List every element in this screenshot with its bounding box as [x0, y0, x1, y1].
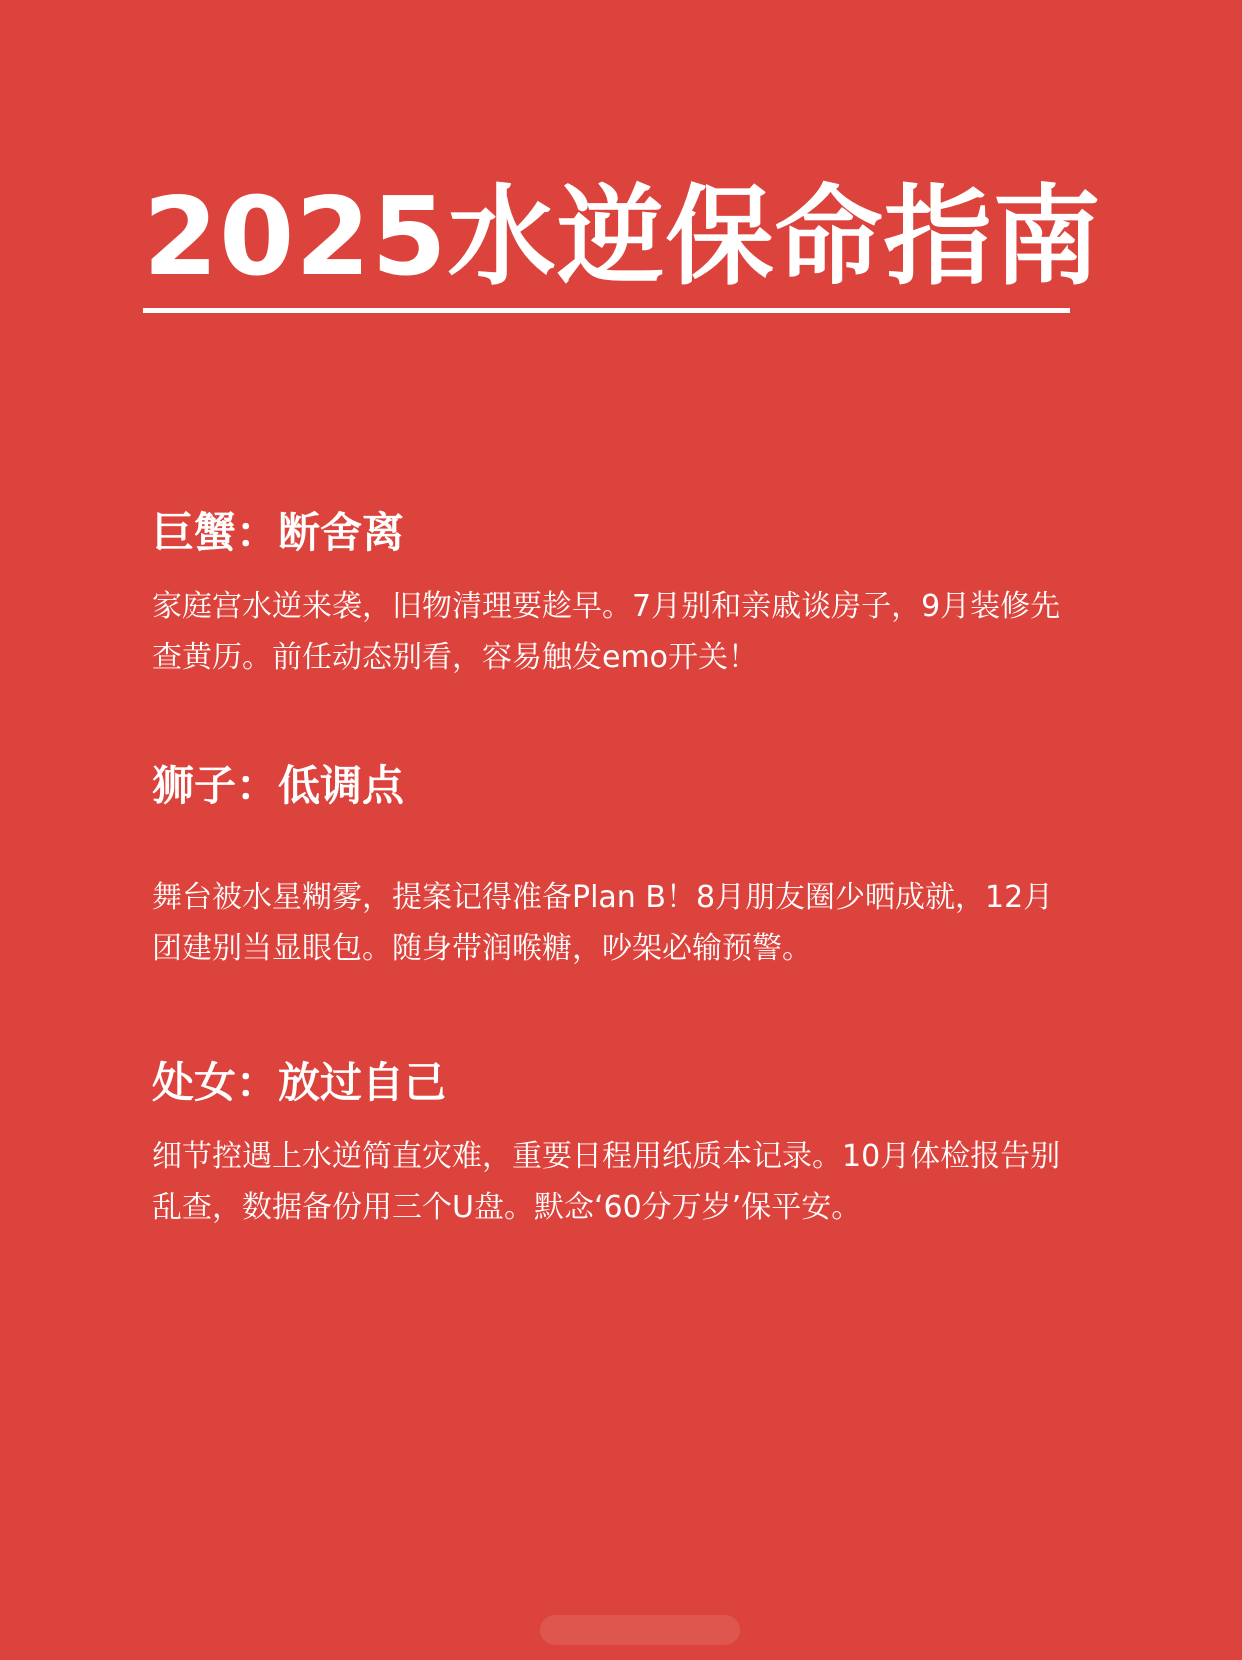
page-title-block — [143, 175, 1102, 300]
section-body: 细节控遇上水逆简直灾难，重要日程用纸质本记录。10月体检报告别乱查，数据备份用三个U盘。默念‘60分万岁’保平安。 — [152, 1139, 1061, 1225]
section-cancer — [152, 505, 1082, 683]
section-body: 舞台被水星糊雾，提案记得准备Plan B！8月朋友圈少晒成就，12月团建别当显眼包。随身带润喉糖，吵架必输预警。 — [152, 880, 1054, 966]
section-leo — [152, 758, 1082, 974]
title-underline — [143, 308, 1070, 313]
section-heading: 巨蟹：断舍离 — [152, 508, 405, 557]
section-virgo — [152, 1055, 1082, 1233]
section-body: 家庭宫水逆来袭，旧物清理要趁早。7月别和亲戚谈房子，9月装修先查黄历。前任动态别看，容易触发emo开关！ — [152, 589, 1061, 675]
section-heading: 处女：放过自己 — [152, 1058, 447, 1107]
watermark — [540, 1615, 740, 1645]
page-title: 2025水逆保命指南 — [143, 175, 1102, 300]
section-heading: 狮子：低调点 — [152, 761, 405, 810]
